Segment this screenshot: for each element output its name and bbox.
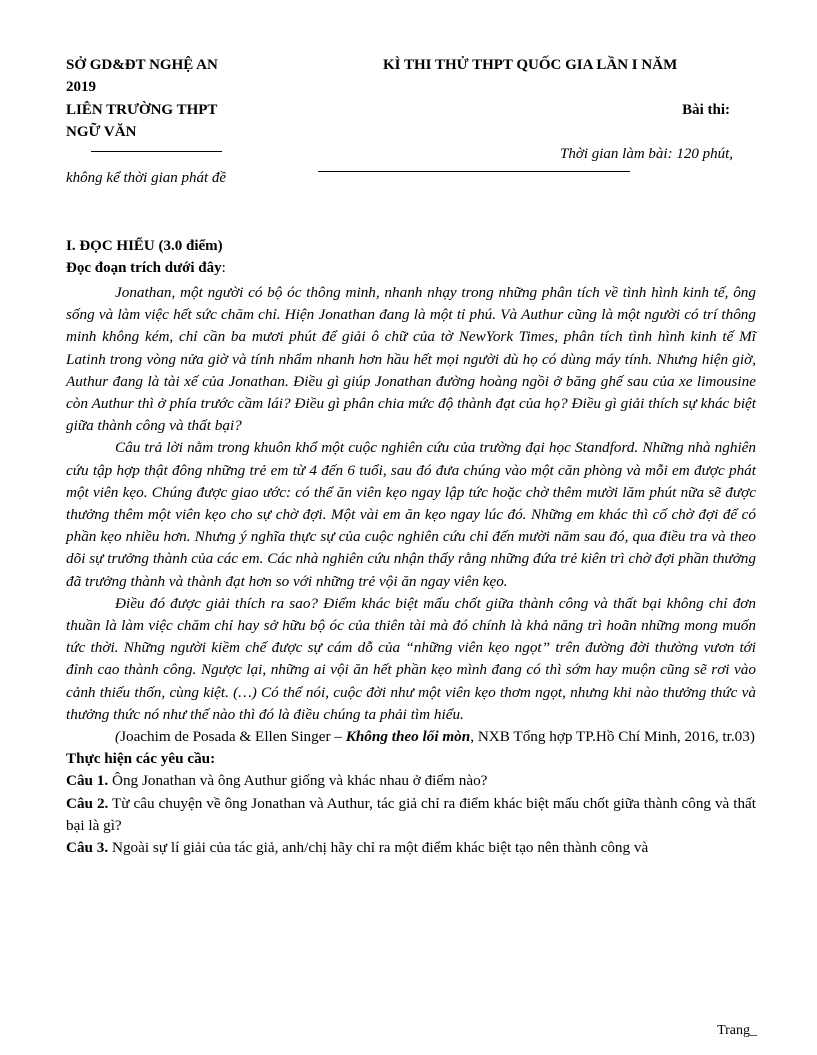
instruction-text: Đọc đoạn trích dưới đây <box>66 260 222 276</box>
passage-paragraph-2: Câu trả lời nằm trong khuôn khổ một cuộc nghiên cứu của trường đại học Standford. Những nhà nghiên cứu tập hợp thật đông những trẻ em từ 4 đến 6 tuổi, sau đó đưa chúng vào một căn phòng và mỗi em được phát một viên kẹo. Chúng được giao ước: có thể ăn viên kẹo ngay lập tức hoặc chờ thêm mười lăm phút nữa sẽ được thưởng thêm một viên kẹo cho sự chờ đợi. Một vài em ăn kẹo ngay lúc đó. Những em khác thì cố chờ đợi để có phần kẹo nhiều hơn. Nhưng ý nghĩa thực sự của cuộc nghiên cứu chỉ đến mười năm sau đó, qua điều tra và theo dõi sự trưởng thành của các em. Các nhà nghiên cứu nhận thấy rằng những đứa trẻ kiên trì chờ đợi phần thưởng đã trưởng thành và thành đạt hơn so với những trẻ vội ăn ngay viên kẹo. <box>66 439 756 590</box>
passage-paragraph-3: Điều đó được giải thích ra sao? Điểm khác biệt mấu chốt giữa thành công và thất bại không chỉ đơn thuần là làm việc chăm chỉ hay sở hữu bộ óc của thiên tài mà đó chính là khả năng trì hoãn những mong muốn tức thời. Những người kiềm chế được sự cám dỗ của “những viên kẹo ngọt” trên đường đời thường vươn tới đỉnh cao thành công. Ngược lại, những ai vội ăn hết phần kẹo mình đang có thì sớm hay muộn cũng sẽ rơi vào cảnh thiếu thốn, cùng kiệt. (…) Có thể nói, cuộc đời như một viên kẹo thơm ngọt, nhưng khi nào thưởng thức và thưởng thức nó như thế nào thì đó là điều chúng ta phải tìm hiểu. <box>66 594 756 723</box>
question-text: Ông Jonathan và ông Authur giống và khác nhau ở điểm nào? <box>108 772 488 790</box>
passage-paragraph-1: Jonathan, một người có bộ óc thông minh, nhanh nhạy trong những phân tích về tình hình kinh tế, ông sống và làm việc hết sức chăm chỉ. Hiện Jonathan đang là một tỉ phú. Và Authur cũng là một người có trí thông minh không kém, chỉ cần ba mươi phút để giải ô chữ của tờ NewYork Times, phân tích tình hình kinh tế Mĩ Latinh trong vòng nửa giờ và tính nhẩm nhanh hơn hầu hết mọi người dù họ có dùng máy tính. Nhưng hiện giờ, Authur đang là tài xế của Jonathan. Điều gì giúp Jonathan đường hoàng ngồi ở băng ghế sau của xe limousine còn Authur thì ở phía trước cầm lái? Điều gì phân chia mức độ thành đạt của họ? Điều gì giải thích sự khác biệt giữa thành công và thất bại? <box>66 284 756 435</box>
question-label: Câu 3. <box>66 839 109 857</box>
reading-instruction <box>66 260 226 277</box>
tasks-title: Thực hiện các yêu cầu: <box>66 750 216 768</box>
question-text: Ngoài sự lí giải của tác giả, anh/chị hãy chỉ ra một điểm khác biệt tạo nên thành công và <box>108 839 649 857</box>
exam-label: Bài thi: <box>682 102 730 118</box>
subject-name: NGỮ VĂN <box>66 124 137 140</box>
question-3 <box>66 837 756 859</box>
exam-title: KÌ THI THỬ THPT QUỐC GIA LẦN I NĂM <box>383 57 678 73</box>
right-underline <box>318 171 630 172</box>
citation <box>66 726 756 748</box>
question-label: Câu 2. <box>66 794 109 812</box>
question-1 <box>66 770 756 792</box>
exam-year: 2019 <box>66 79 96 95</box>
question-2 <box>66 793 756 837</box>
citation-authors: Joachim de Posada & Ellen Singer – <box>120 728 346 746</box>
school-group: LIÊN TRƯỜNG THPT <box>66 102 218 118</box>
citation-book: Không theo lối mòn <box>345 728 471 746</box>
section-title: I. ĐỌC HIỂU (3.0 điểm) <box>66 238 223 254</box>
department-name: SỞ GD&ĐT NGHỆ AN <box>66 57 218 73</box>
instruction-colon: : <box>221 260 226 276</box>
page-label: Trang_ <box>717 1023 757 1038</box>
question-text: Từ câu chuyện về ông Jonathan và Authur, tác giả chỉ ra điểm khác biệt mấu chốt giữa thành công và thất bại là gì? <box>66 794 757 834</box>
citation-open: ( <box>115 728 121 746</box>
left-underline <box>91 151 222 152</box>
question-label: Câu 1. <box>66 772 109 790</box>
time-allowed: Thời gian làm bài: 120 phút, <box>559 146 733 162</box>
time-note: không kể thời gian phát đề <box>66 170 227 186</box>
citation-rest: , NXB Tổng hợp TP.Hồ Chí Minh, 2016, tr.03) <box>470 728 755 746</box>
passage <box>66 282 756 859</box>
